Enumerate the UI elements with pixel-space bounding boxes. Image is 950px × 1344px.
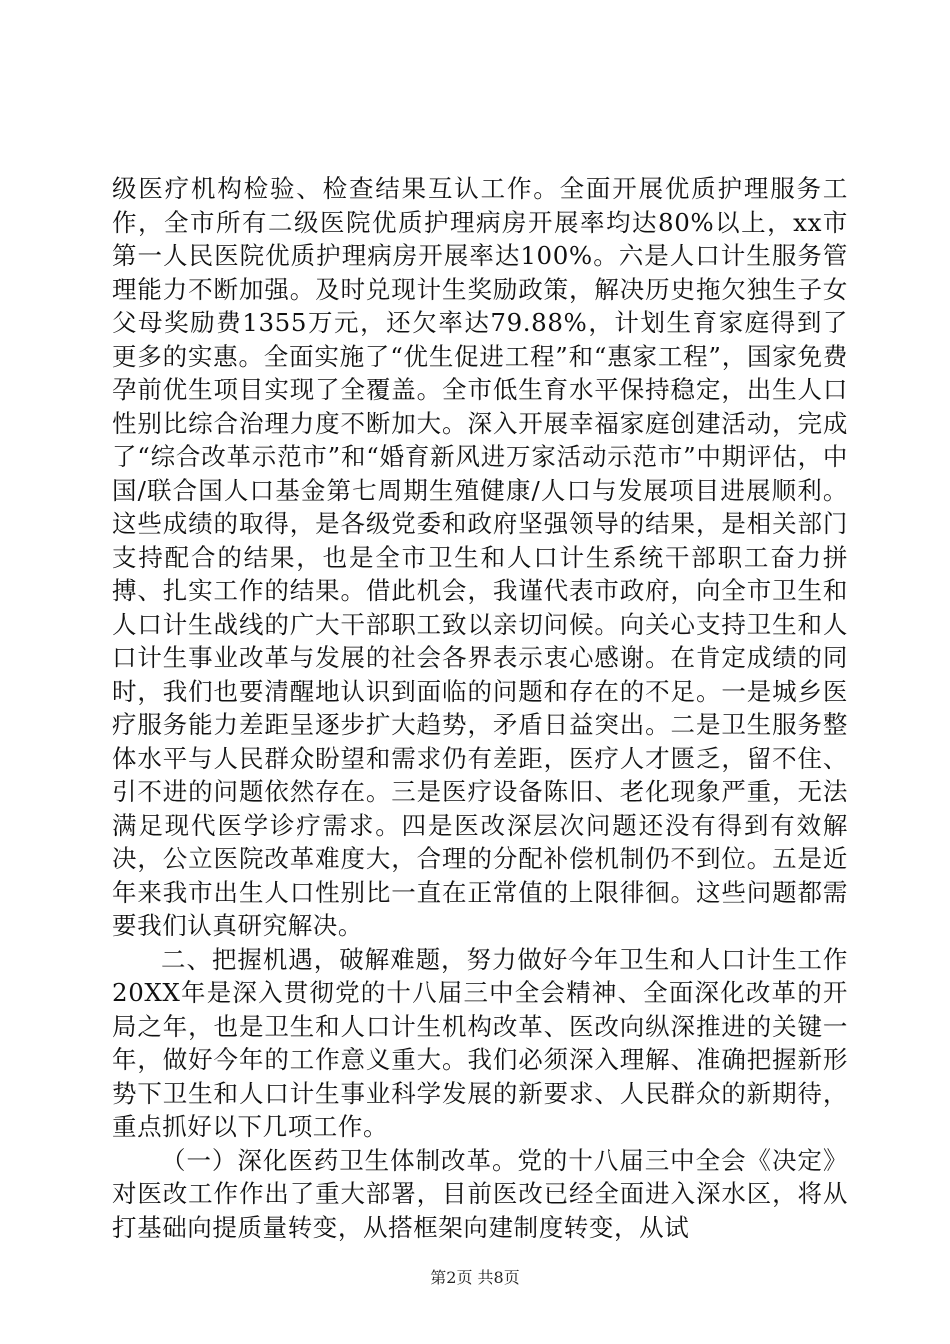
paragraph-2: 二、把握机遇，破解难题，努力做好今年卫生和人口计生工作20XX年是深入贯彻党的十八届三中全会精神、全面深化改革的开局之年，也是卫生和人口计生机构改革、医改向纵深推进的关键一年，做好今年的工作意义重大。我们必须深入理解、准确把握新形势下卫生和人口计生事业科学发展的新要求、人民群众的新期待，重点抓好以下几项工作。 (112, 944, 848, 1141)
paragraph-3: （一）深化医药卫生体制改革。党的十八届三中全会《决定》对医改工作作出了重大部署，目前医改已经全面进入深水区，将从打基础向提质量转变，从搭框架向建制度转变，从试 (112, 1145, 848, 1242)
document-body (112, 172, 848, 1244)
page-footer: 第2页 共8页 (430, 1268, 520, 1287)
paragraph-1: 级医疗机构检验、检查结果互认工作。全面开展优质护理服务工作，全市所有二级医院优质护理病房开展率均达80%以上，xx市第一人民医院优质护理病房开展率达100%。六是人口计生服务管理能力不断加强。及时兑现计生奖励政策，解决历史拖欠独生子女父母奖励费1355万元，还欠率达79.88%，计划生育家庭得到了更多的实惠。全面实施了“优生促进工程”和“惠家工程”，国家免费孕前优生项目实现了全覆盖。全市低生育水平保持稳定，出生人口性别比综合治理力度不断加大。深入开展幸福家庭创建活动，完成了“综合改革示范市”和“婚育新风进万家活动示范市”中期评估，中国/联合国人口基金第七周期生殖健康/人口与发展项目进展顺利。这些成绩的取得，是各级党委和政府坚强领导的结果，是相关部门支持配合的结果，也是全市卫生和人口计生系统干部职工奋力拼搏、扎实工作的结果。借此机会，我谨代表市政府，向全市卫生和人口计生战线的广大干部职工致以亲切问候。向关心支持卫生和人口计生事业改革与发展的社会各界表示衷心感谢。在肯定成绩的同时，我们也要清醒地认识到面临的问题和存在的不足。一是城乡医疗服务能力差距呈逐步扩大趋势，矛盾日益突出。二是卫生服务整体水平与人民群众盼望和需求仍有差距，医疗人才匮乏，留不住、引不进的问题依然存在。三是医疗设备陈旧、老化现象严重，无法满足现代医学诊疗需求。四是医改深层次问题还没有得到有效解决，公立医院改革难度大，合理的分配补偿机制仍不到位。五是近年来我市出生人口性别比一直在正常值的上限徘徊。这些问题都需要我们认真研究解决。 (112, 174, 848, 940)
